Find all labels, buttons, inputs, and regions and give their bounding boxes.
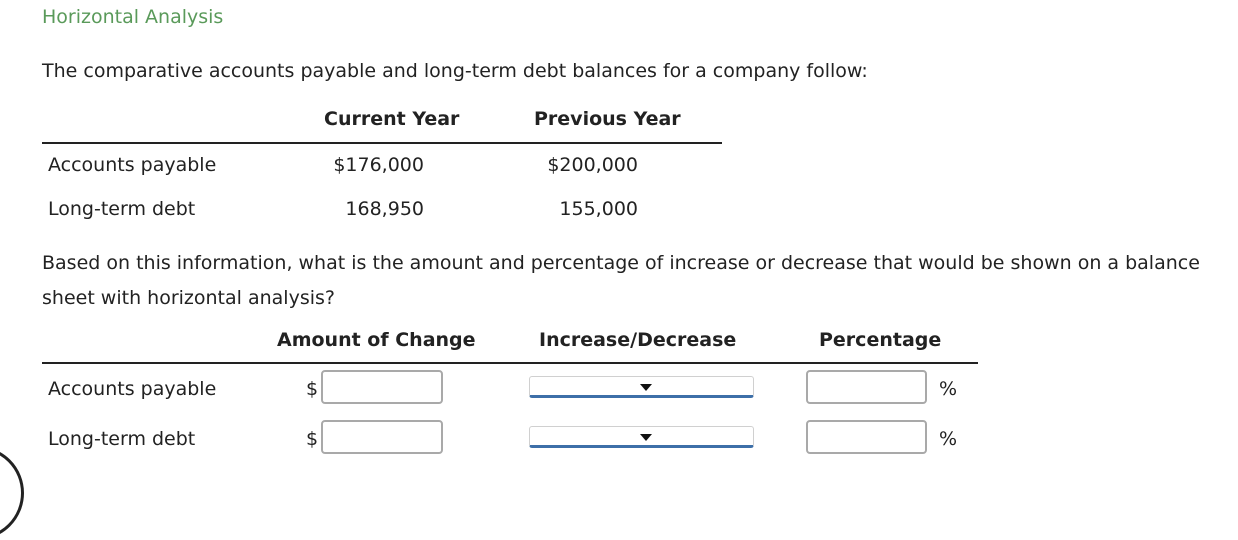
percentage-accounts-payable-input[interactable] — [806, 370, 927, 404]
percent-sign: % — [939, 428, 958, 450]
increase-decrease-long-term-debt-select[interactable] — [529, 426, 754, 448]
dollar-sign: $ — [306, 428, 319, 450]
row2-label-accounts-payable: Accounts payable — [48, 378, 217, 400]
percentage-long-term-debt-input[interactable] — [806, 420, 927, 454]
intro-text: The comparative accounts payable and long-term debt balances for a company follow: — [42, 60, 868, 82]
header-current-year: Current Year — [324, 108, 460, 130]
current-long-term-debt: 168,950 — [345, 198, 424, 220]
amount-change-accounts-payable-input[interactable] — [321, 370, 443, 404]
header-previous-year: Previous Year — [534, 108, 681, 130]
percent-sign: % — [939, 378, 958, 400]
table2-divider — [42, 362, 978, 364]
amount-change-long-term-debt-input[interactable] — [321, 420, 443, 454]
table1-divider — [42, 142, 722, 144]
header-amount-of-change: Amount of Change — [277, 329, 476, 351]
row2-label-long-term-debt: Long-term debt — [48, 428, 196, 450]
page-title: Horizontal Analysis — [42, 6, 224, 28]
row-label-long-term-debt: Long-term debt — [48, 198, 196, 220]
current-accounts-payable: $176,000 — [333, 154, 424, 176]
header-increase-decrease: Increase/Decrease — [539, 329, 737, 351]
previous-accounts-payable: $200,000 — [547, 154, 638, 176]
previous-long-term-debt: 155,000 — [559, 198, 638, 220]
dollar-sign: $ — [306, 378, 319, 400]
header-percentage: Percentage — [819, 329, 942, 351]
row-label-accounts-payable: Accounts payable — [48, 154, 217, 176]
increase-decrease-accounts-payable-select[interactable] — [529, 376, 754, 398]
chevron-down-icon — [640, 434, 652, 441]
chevron-down-icon — [640, 384, 652, 391]
question-text: Based on this information, what is the amount and percentage of increase or decrease that would be shown on a balance sheet with horizontal analysis? — [42, 252, 1200, 309]
circle-icon — [0, 446, 24, 540]
